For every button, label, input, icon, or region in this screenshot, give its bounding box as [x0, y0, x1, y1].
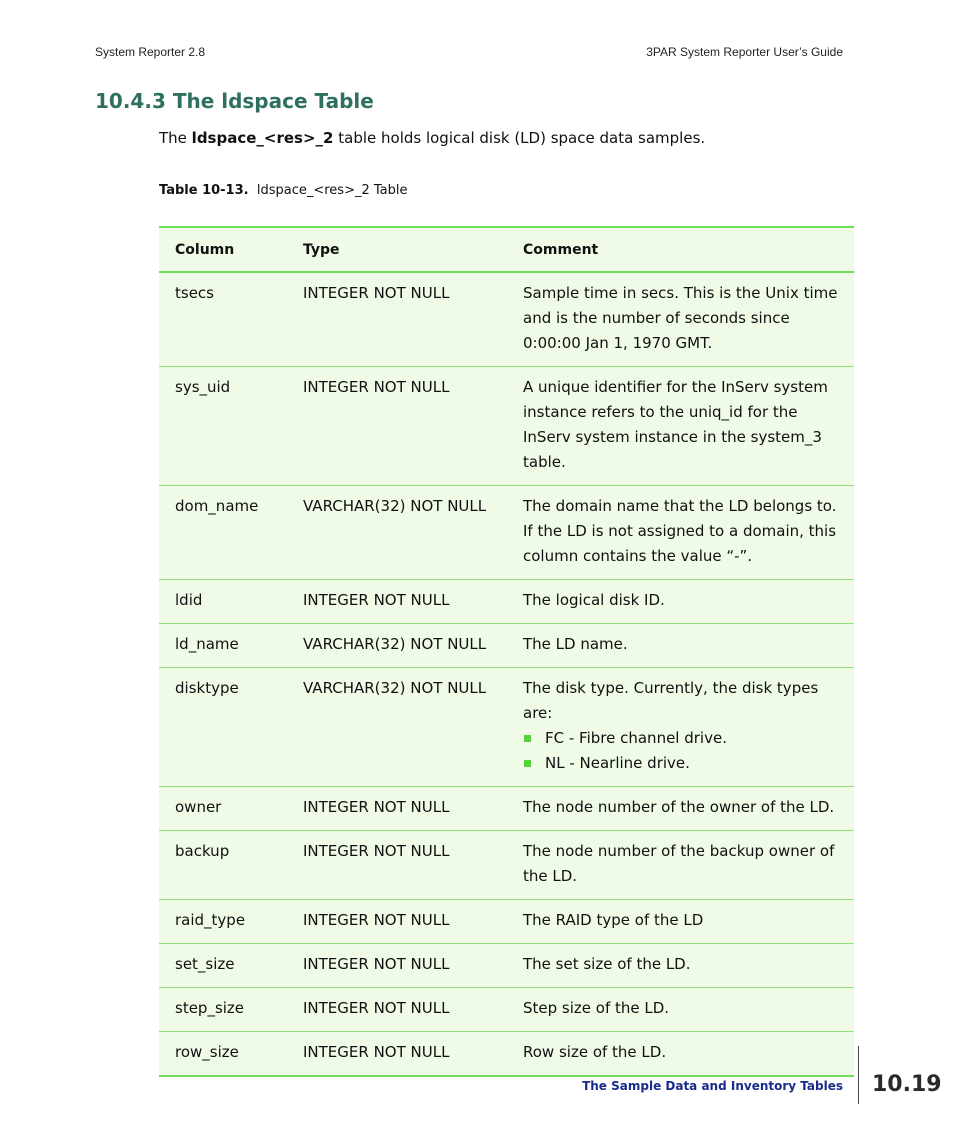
cell-column: row_size — [175, 1043, 239, 1061]
bullet-text: NL - Nearline drive. — [545, 754, 690, 772]
cell-comment: The node number of the owner of the LD. — [507, 787, 854, 831]
cell-type: INTEGER NOT NULL — [287, 988, 507, 1032]
intro-suffix: table holds logical disk (LD) space data samples. — [333, 129, 706, 147]
table-caption-label: Table 10-13. — [159, 183, 249, 198]
cell-column: ld_name — [159, 624, 287, 668]
table-row — [159, 1032, 854, 1077]
cell-type: INTEGER NOT NULL — [287, 831, 507, 900]
table-header-row — [159, 227, 854, 272]
table-row — [159, 367, 854, 486]
page-number: 10.19 — [872, 1072, 942, 1097]
table-row — [159, 787, 854, 831]
table-row — [159, 831, 854, 900]
cell-comment: A unique identifier for the InServ system instance refers to the uniq_id for the InServ system instance in the system_3 table. — [507, 367, 854, 486]
table-row — [159, 272, 854, 367]
cell-column: backup — [159, 831, 287, 900]
cell-comment — [507, 668, 854, 787]
cell-comment: Row size of the LD. — [523, 1043, 667, 1061]
cell-type: INTEGER NOT NULL — [287, 272, 507, 367]
cell-comment: The domain name that the LD belongs to. If the LD is not assigned to a domain, this column contains the value “-”. — [507, 486, 854, 580]
cell-comment: Sample time in secs. This is the Unix time and is the number of seconds since 0:00:00 Jan 1, 1970 GMT. — [507, 272, 854, 367]
intro-table-name: ldspace_<res>_2 — [191, 129, 334, 147]
cell-column: tsecs — [159, 272, 287, 367]
cell-type: INTEGER NOT NULL — [287, 944, 507, 988]
cell-column: sys_uid — [159, 367, 287, 486]
cell-column: ldid — [159, 580, 287, 624]
cell-column: step_size — [159, 988, 287, 1032]
cell-column: dom_name — [159, 486, 287, 580]
cell-type: VARCHAR(32) NOT NULL — [287, 624, 507, 668]
cell-column: owner — [159, 787, 287, 831]
cell-type: VARCHAR(32) NOT NULL — [287, 668, 507, 787]
running-header-right: 3PAR System Reporter User’s Guide — [646, 45, 843, 59]
header-comment: Comment — [507, 227, 854, 272]
header-column: Column — [159, 227, 287, 272]
cell-column: set_size — [159, 944, 287, 988]
cell-comment: The node number of the backup owner of the LD. — [507, 831, 854, 900]
cell-column: disktype — [159, 668, 287, 787]
disktype-comment-text: The disk type. Currently, the disk types are: — [523, 679, 819, 722]
running-header-left: System Reporter 2.8 — [95, 45, 206, 59]
table-caption — [159, 183, 408, 198]
cell-column: raid_type — [159, 900, 287, 944]
header-type: Type — [287, 227, 507, 272]
table-row — [159, 944, 854, 988]
section-title: 10.4.3 The ldspace Table — [95, 89, 374, 113]
bullet-item — [523, 751, 840, 776]
table-caption-text: ldspace_<res>_2 Table — [248, 183, 408, 198]
cell-comment: The set size of the LD. — [507, 944, 854, 988]
table-row — [159, 580, 854, 624]
table-row — [159, 668, 854, 787]
cell-type: INTEGER NOT NULL — [287, 900, 507, 944]
green-square-bullet-icon — [524, 760, 531, 767]
cell-type: INTEGER NOT NULL — [303, 1043, 450, 1061]
cell-type: VARCHAR(32) NOT NULL — [287, 486, 507, 580]
bullet-text: FC - Fibre channel drive. — [545, 729, 727, 747]
cell-comment: The RAID type of the LD — [507, 900, 854, 944]
cell-comment: The LD name. — [507, 624, 854, 668]
table-row — [159, 988, 854, 1032]
bullet-item — [523, 726, 840, 751]
intro-paragraph — [159, 129, 705, 147]
table-row — [159, 624, 854, 668]
intro-prefix: The — [159, 129, 192, 147]
green-square-bullet-icon — [524, 735, 531, 742]
table-row — [159, 486, 854, 580]
table-row — [159, 900, 854, 944]
footer-chapter-link[interactable]: The Sample Data and Inventory Tables — [582, 1079, 843, 1093]
cell-type: INTEGER NOT NULL — [287, 367, 507, 486]
cell-type: INTEGER NOT NULL — [287, 787, 507, 831]
ldspace-table — [159, 226, 854, 1077]
cell-comment: The logical disk ID. — [507, 580, 854, 624]
footer-divider — [858, 1046, 859, 1104]
cell-type: INTEGER NOT NULL — [287, 580, 507, 624]
cell-comment: Step size of the LD. — [507, 988, 854, 1032]
